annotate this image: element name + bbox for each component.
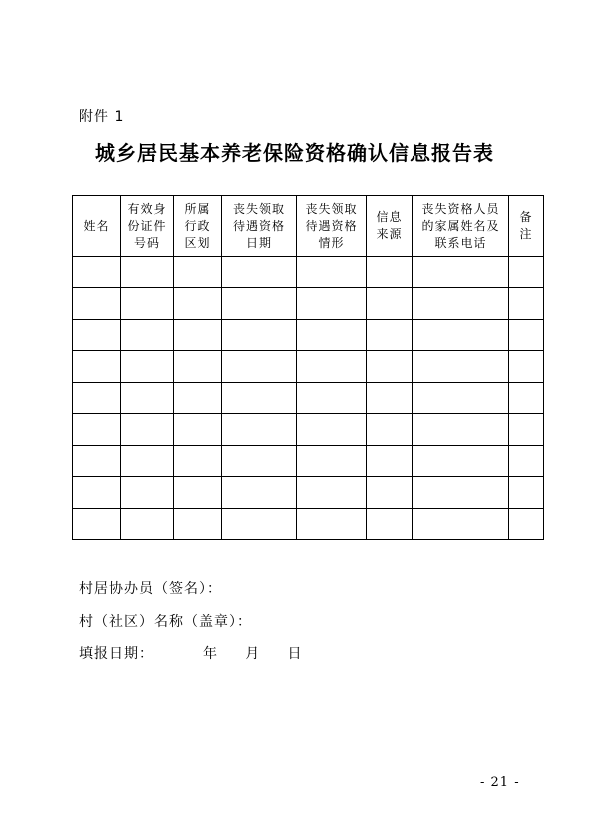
table-cell xyxy=(121,351,174,382)
header-loss-situation: 丧失领取 待遇资格 情形 xyxy=(297,196,367,257)
table-cell xyxy=(73,319,121,350)
table-cell xyxy=(222,477,297,508)
table-cell xyxy=(174,319,222,350)
table-cell xyxy=(413,319,509,350)
table-cell xyxy=(367,508,413,540)
coordinator-signature-label: 村居协办员（签名）： xyxy=(79,581,222,597)
table-cell xyxy=(174,508,222,540)
table-row xyxy=(73,445,544,476)
table-cell xyxy=(174,257,222,288)
table-cell xyxy=(73,351,121,382)
attachment-label: 附件 1 xyxy=(79,109,125,125)
table-cell xyxy=(73,445,121,476)
table-row xyxy=(73,508,544,540)
header-name: 姓名 xyxy=(73,196,121,257)
table-cell xyxy=(222,351,297,382)
table-cell xyxy=(297,477,367,508)
page-number: - 21 - xyxy=(480,775,520,790)
table-row xyxy=(73,382,544,413)
table-cell xyxy=(413,351,509,382)
table-cell xyxy=(509,351,544,382)
table-cell xyxy=(367,445,413,476)
header-admin-region: 所属 行政 区划 xyxy=(174,196,222,257)
table-cell xyxy=(297,445,367,476)
table-cell xyxy=(73,508,121,540)
table-cell xyxy=(222,445,297,476)
table-cell xyxy=(121,477,174,508)
table-cell xyxy=(73,382,121,413)
table-cell xyxy=(297,257,367,288)
table-cell xyxy=(297,319,367,350)
table-cell xyxy=(222,257,297,288)
table-row xyxy=(73,288,544,319)
header-remarks: 备 注 xyxy=(509,196,544,257)
table-cell xyxy=(174,445,222,476)
table-row xyxy=(73,257,544,288)
page-title: 城乡居民基本养老保险资格确认信息报告表 xyxy=(95,141,494,165)
table-cell xyxy=(121,288,174,319)
table-cell xyxy=(174,351,222,382)
table-cell xyxy=(509,477,544,508)
table-row xyxy=(73,477,544,508)
table-cell xyxy=(73,288,121,319)
table-cell xyxy=(509,288,544,319)
table-cell xyxy=(121,445,174,476)
table-row xyxy=(73,414,544,445)
header-id-number: 有效身 份证件 号码 xyxy=(121,196,174,257)
table-cell xyxy=(367,477,413,508)
report-table xyxy=(72,195,544,540)
table-cell xyxy=(413,414,509,445)
table-cell xyxy=(222,414,297,445)
table-cell xyxy=(222,508,297,540)
header-loss-date: 丧失领取 待遇资格 日期 xyxy=(222,196,297,257)
table-cell xyxy=(121,508,174,540)
table-cell xyxy=(121,382,174,413)
table-cell xyxy=(413,477,509,508)
table-cell xyxy=(297,382,367,413)
table-cell xyxy=(367,257,413,288)
table-cell xyxy=(121,319,174,350)
table-cell xyxy=(174,414,222,445)
table-cell xyxy=(73,477,121,508)
table-cell xyxy=(121,257,174,288)
table-cell xyxy=(413,445,509,476)
table-cell xyxy=(367,382,413,413)
table-cell xyxy=(297,351,367,382)
table-cell xyxy=(174,382,222,413)
table-cell xyxy=(367,288,413,319)
table-cell xyxy=(222,382,297,413)
table-cell xyxy=(121,414,174,445)
table-cell xyxy=(367,319,413,350)
village-name-seal-label: 村（社区）名称（盖章）： xyxy=(79,614,252,630)
table-cell xyxy=(297,508,367,540)
table-cell xyxy=(509,445,544,476)
table-cell xyxy=(222,319,297,350)
table-cell xyxy=(297,288,367,319)
table-cell xyxy=(413,257,509,288)
table-cell xyxy=(509,319,544,350)
header-family-contact: 丧失资格人员 的家属姓名及 联系电话 xyxy=(413,196,509,257)
table-cell xyxy=(174,288,222,319)
table-cell xyxy=(509,382,544,413)
table-cell xyxy=(509,508,544,540)
table-cell xyxy=(413,288,509,319)
header-info-source: 信息 来源 xyxy=(367,196,413,257)
table-cell xyxy=(174,477,222,508)
table-cell xyxy=(413,508,509,540)
table-cell xyxy=(367,351,413,382)
table-row xyxy=(73,319,544,350)
table-cell xyxy=(297,414,367,445)
table-cell xyxy=(509,257,544,288)
table-cell xyxy=(222,288,297,319)
table-row xyxy=(73,351,544,382)
table-cell xyxy=(73,257,121,288)
table-header-row xyxy=(73,196,544,257)
table-cell xyxy=(413,382,509,413)
table-cell xyxy=(367,414,413,445)
table-cell xyxy=(509,414,544,445)
table-cell xyxy=(73,414,121,445)
fill-date-label: 填报日期： 年 月 日 xyxy=(79,646,303,662)
